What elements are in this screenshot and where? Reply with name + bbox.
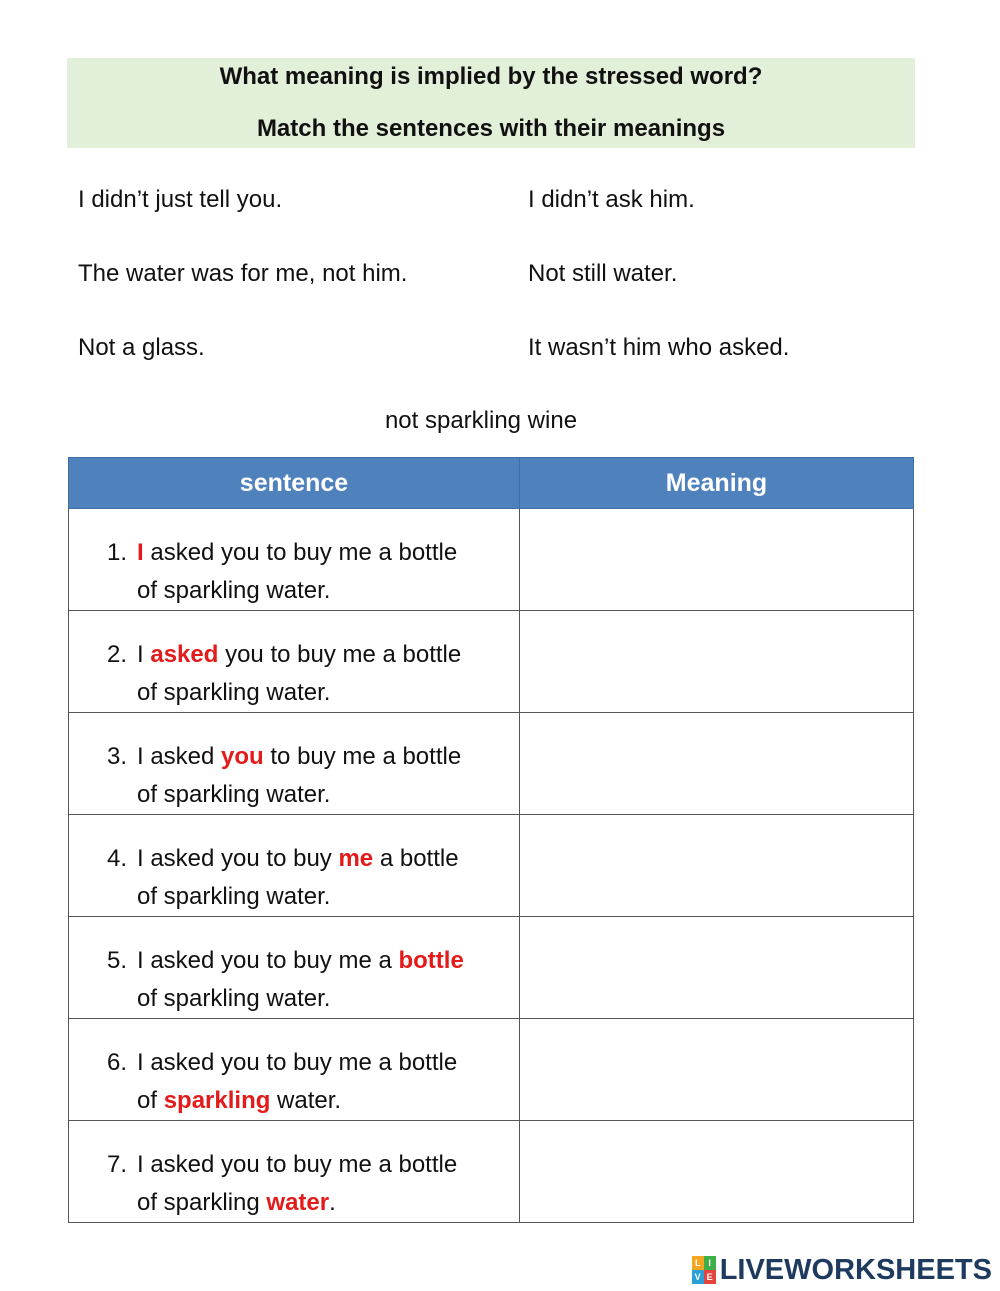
sentence-part: of sparkling water. <box>137 781 331 808</box>
sentence-cell <box>69 509 520 611</box>
column-header-meaning: Meaning <box>520 458 914 509</box>
stressed-word: I <box>137 539 144 566</box>
meaning-drop-target[interactable] <box>520 509 914 611</box>
table-row <box>69 713 914 815</box>
logo-icon-tile: I <box>704 1256 716 1270</box>
sentence-text <box>69 1121 519 1222</box>
sentence-part: I asked you to buy me a <box>137 947 399 974</box>
logo-icon-tile: V <box>692 1270 704 1284</box>
table-row <box>69 509 914 611</box>
meaning-drop-target[interactable] <box>520 917 914 1019</box>
sentence-cell <box>69 1121 520 1223</box>
sentence-part: I asked <box>137 743 222 770</box>
sentence-cell <box>69 917 520 1019</box>
meaning-drop-target[interactable] <box>520 1121 914 1223</box>
sentence-text <box>69 509 519 610</box>
sentence-part: asked you to buy me a bottle <box>143 539 458 566</box>
liveworksheets-logo <box>692 1252 992 1288</box>
sentence-part: of sparkling water. <box>137 985 331 1012</box>
instructions-header <box>67 58 915 148</box>
meaning-option[interactable]: Not a glass. <box>78 334 205 361</box>
stressed-word: you <box>221 743 264 770</box>
stressed-word: sparkling <box>163 1087 271 1114</box>
sentence-part: I asked you to buy me a bottle <box>137 1151 458 1178</box>
sentence-part: of sparkling <box>137 1189 267 1216</box>
table-row <box>69 611 914 713</box>
meaning-drop-target[interactable] <box>520 611 914 713</box>
sentence-number: 4. <box>107 845 128 872</box>
sentence-part: of <box>137 1087 164 1114</box>
meaning-option[interactable]: not sparkling wine <box>384 407 578 434</box>
meaning-drop-target[interactable] <box>520 713 914 815</box>
meaning-option[interactable]: It wasn’t him who asked. <box>528 334 790 361</box>
sentence-number: 6. <box>107 1049 128 1076</box>
stressed-word: bottle <box>398 947 464 974</box>
meaning-option[interactable]: The water was for me, not him. <box>78 260 408 287</box>
sentence-part: to buy me a bottle <box>263 743 462 770</box>
logo-text: LIVEWORKSHEETS <box>719 1253 992 1286</box>
sentence-part: I <box>137 641 151 668</box>
sentence-cell <box>69 1019 520 1121</box>
sentence-text <box>69 917 519 1018</box>
table-row <box>69 815 914 917</box>
sentence-part: a bottle <box>373 845 459 872</box>
stressed-word: me <box>338 845 374 872</box>
sentence-number: 3. <box>107 743 128 770</box>
sentence-cell <box>69 611 520 713</box>
stressed-word: water <box>266 1189 330 1216</box>
sentence-text <box>69 1019 519 1120</box>
sentence-number: 7. <box>107 1151 128 1178</box>
sentence-text <box>69 815 519 916</box>
table-row <box>69 917 914 1019</box>
meaning-drop-target[interactable] <box>520 1019 914 1121</box>
matching-table <box>68 457 914 1223</box>
table-row <box>69 1121 914 1223</box>
sentence-part: of sparkling water. <box>137 679 331 706</box>
sentence-part: I asked you to buy me a bottle <box>137 1049 458 1076</box>
meaning-option[interactable]: Not still water. <box>528 260 678 287</box>
meaning-option[interactable]: I didn’t ask him. <box>528 186 695 213</box>
sentence-part: water. <box>270 1087 342 1114</box>
table-header-row <box>69 458 914 509</box>
sentence-part: . <box>329 1189 336 1216</box>
logo-icon-tile: E <box>704 1270 716 1284</box>
column-header-sentence: sentence <box>69 458 520 509</box>
stressed-word: asked <box>150 641 219 668</box>
sentence-part: of sparkling water. <box>137 577 331 604</box>
sentence-part: you to buy me a bottle <box>218 641 462 668</box>
sentence-part: of sparkling water. <box>137 883 331 910</box>
sentence-number: 5. <box>107 947 128 974</box>
sentence-cell <box>69 815 520 917</box>
instruction-task: Match the sentences with their meanings <box>256 115 726 142</box>
sentence-number: 2. <box>107 641 128 668</box>
sentence-cell <box>69 713 520 815</box>
meaning-option[interactable]: I didn’t just tell you. <box>78 186 283 213</box>
sentence-number: 1. <box>107 539 128 566</box>
logo-icon <box>692 1256 716 1284</box>
sentence-text <box>69 713 519 814</box>
sentence-part: I asked you to buy <box>137 845 339 872</box>
logo-icon-tile: L <box>692 1256 704 1270</box>
instruction-question: What meaning is implied by the stressed word? <box>219 63 763 90</box>
table-row <box>69 1019 914 1121</box>
meaning-drop-target[interactable] <box>520 815 914 917</box>
sentence-text <box>69 611 519 712</box>
